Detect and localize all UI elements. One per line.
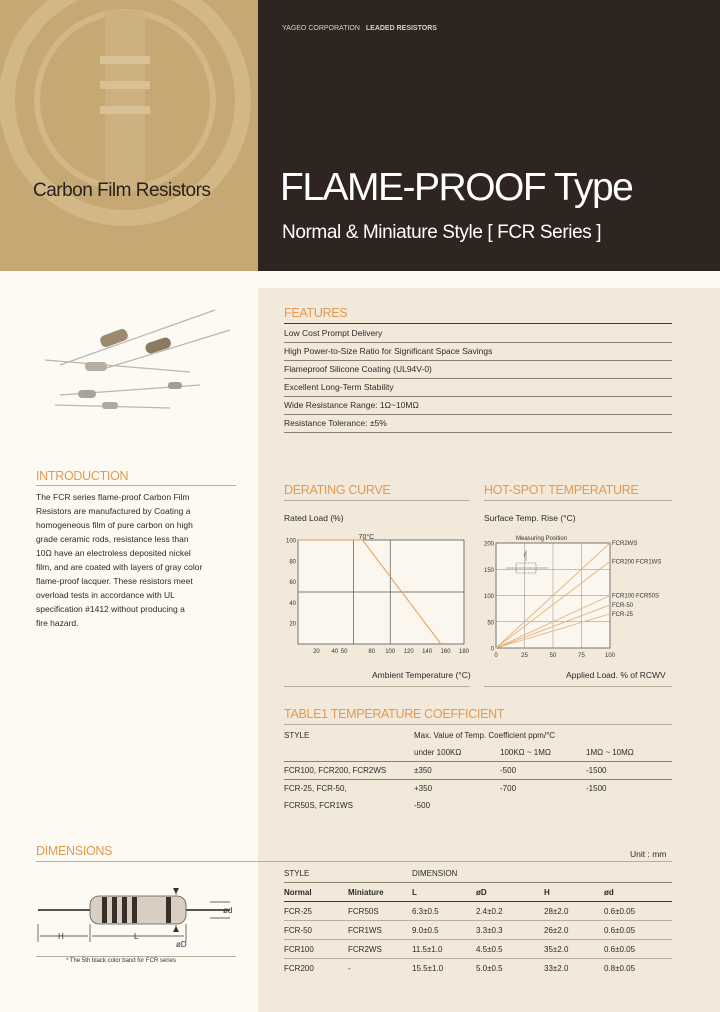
dim-h-label: H [58,932,64,941]
header-banner-left [0,0,258,271]
drawing-rule [36,956,236,957]
feature-item: High Power-to-Size Ratio for Significant Space Savings [284,342,672,361]
hotspot-y-tick: 150 [483,567,494,574]
dims-cell: 11.5±1.0 [412,940,476,959]
table-row [284,959,672,978]
tc-cell: -500 [414,801,431,810]
company-name: YAGEO CORPORATION [282,25,360,32]
feature-item: Resistance Tolerance: ±5% [284,414,672,433]
dims-cell: 3.3±0.3 [476,921,544,940]
derating-x-tick: 80 [368,649,376,655]
subtitle: Normal & Miniature Style [ FCR Series ] [282,222,602,243]
dim-od-small-label: ød [223,906,233,915]
intro-line: homogeneous film of pure carbon on high [36,520,193,530]
derating-y-tick: 20 [289,621,296,628]
temp-coef-table [284,727,672,814]
tc-range-header: 100KΩ ~ 1MΩ [500,744,586,762]
derating-y-tick: 40 [289,600,296,607]
hotspot-x-ticks [494,653,615,658]
tc-cell: -1500 [586,762,672,780]
feature-item: Low Cost Prompt Delivery [284,324,672,343]
tc-cell: FCR100, FCR200, FCR2WS [284,762,414,780]
divider-strip [0,271,720,288]
hotspot-x-tick: 100 [604,653,616,658]
resistor-body-4 [78,390,96,398]
dims-cell: FCR1WS [348,921,412,940]
resistor-body-5 [102,402,118,409]
introduction-rule [36,485,236,486]
category-name: LEADED RESISTORS [365,25,437,32]
dims-col-header: Normal [284,883,348,902]
derating-x-tick: 140 [422,649,433,655]
derating-ylabel: Rated Load (%) [284,513,344,523]
hotspot-xlabel: Applied Load. % of RCWV [566,670,666,680]
measure-label: Measuring Position [516,536,568,542]
dims-cell: FCR100 [284,940,348,959]
intro-line: overload tests in accordance with UL [36,590,175,600]
intro-line: specification #1412 without producing a [36,604,185,614]
dims-style-header: STYLE [284,864,412,883]
dims-cell: 33±2.0 [544,963,569,973]
dims-cell: 0.8±0.05 [604,963,636,973]
dimensions-rule [36,861,672,862]
resistor-body-6 [168,382,182,389]
dims-col-header: L [412,883,476,902]
hotspot-title: HOT-SPOT TEMPERATURE [484,483,639,497]
hotspot-y-tick: 100 [483,594,494,600]
resistor-photo [40,300,240,420]
dims-cell: 2.4±0.2 [476,902,544,921]
derating-x-tick: 20 [313,649,320,655]
dims-col-header: ød [604,883,672,902]
derating-rule [284,500,470,501]
feature-item: Wide Resistance Range: 1Ω~10MΩ [284,396,672,415]
watermark-logo-icon [0,0,258,271]
dimensions-table [284,864,672,977]
dims-cell: 26±2.0 [544,921,604,940]
main-title: FLAME-PROOF Type [280,166,633,209]
dims-cell: 9.0±0.5 [412,921,476,940]
left-title: Carbon Film Resistors [33,180,211,201]
table-row [284,921,672,940]
intro-line: Resistors are manufactured by Coating a [36,506,191,516]
dims-cell: FCR2WS [348,940,412,959]
derating-xlabel: Ambient Temperature (°C) [372,670,471,680]
derating-x-tick: 40 [331,649,339,655]
derating-x-tick: 160 [440,649,451,655]
derating-x-tick: 100 [385,649,396,655]
hotspot-series-label: FCR200 FCR1WS [612,559,662,566]
dims-cell: FCR-25 [284,902,348,921]
derating-y-tick: 100 [285,538,296,545]
introduction-title: INTRODUCTION [36,469,129,483]
hotspot-y-tick: 0 [490,646,494,653]
derating-y-tick: 60 [289,580,296,587]
table-row [284,780,672,798]
tc-range-header: under 100KΩ [414,744,500,762]
dim-l-label: L [134,932,139,941]
derating-title: DERATING CURVE [284,483,391,497]
hotspot-bottom-rule [484,686,672,687]
tc-cell [500,797,586,814]
hotspot-series-label: FCR100 FCR50S [612,593,660,600]
derating-y-ticks [286,539,297,628]
derating-peak-label: 70°C [358,534,375,541]
features-title: FEATURES [284,306,348,320]
table-row [284,940,672,959]
tc-cell: ±350 [414,762,500,780]
derating-x-tick: 120 [403,649,414,655]
hotspot-y-ticks [484,542,495,653]
hotspot-x-tick: 0 [494,653,498,658]
hotspot-rule [484,500,672,501]
hotspot-x-tick: 25 [521,653,528,658]
tc-max-header: Max. Value of Temp. Coefficient ppm/°C [414,731,556,740]
feature-item: Excellent Long-Term Stability [284,378,672,397]
table-row [284,762,672,780]
table-row [284,797,672,814]
dims-col-header: H [544,883,604,902]
derating-x-tick: 50 [340,649,348,655]
table-row [284,744,672,762]
table-row [284,864,672,883]
derating-y-tick: 80 [289,559,296,566]
tc-cell: +350 [414,784,433,793]
hotspot-series-label: FCR-25 [612,611,634,618]
hotspot-y-tick: 50 [487,620,494,627]
intro-line: fire hazard. [36,618,79,628]
tc-cell: FCR50S, FCR1WS [284,801,353,810]
derating-chart [284,530,474,655]
dims-cell: - [348,963,351,973]
dims-col-header: Miniature [348,883,412,902]
tc-cell: -700 [500,784,517,793]
dims-cell: FCR200 [284,963,314,973]
table-row [284,902,672,921]
hotspot-x-tick: 50 [549,653,557,658]
hotspot-x-tick: 75 [578,653,585,658]
dims-cell: FCR50S [348,902,412,921]
hotspot-ylabel: Surface Temp. Rise (°C) [484,513,576,523]
tc-cell: -1500 [586,784,607,793]
tc-cell: -500 [500,762,586,780]
unit-label: Unit : mm [630,849,667,859]
table-row [284,883,672,902]
company-line [282,25,437,32]
tc-cell [586,797,672,814]
intro-line: 10Ω have an electroless deposited nickel [36,548,191,558]
intro-line: The FCR series flame-proof Carbon Film [36,492,190,502]
header-banner-right [258,0,720,271]
l-label: l [524,553,526,559]
temp-coef-rule [284,724,672,725]
dims-cell: 0.6±0.05 [604,902,672,921]
hotspot-series-label: FCR2WS [612,541,638,547]
tc-range-header: 1MΩ ~ 10MΩ [586,744,672,762]
dims-cell: 28±2.0 [544,902,604,921]
resistor-dimension-drawing [30,880,240,958]
hotspot-chart [478,528,678,658]
dims-cell: FCR-50 [284,921,348,940]
hotspot-series-label: FCR-50 [612,602,634,609]
tc-cell: FCR-25, FCR-50, [284,784,347,793]
dims-cell: 5.0±0.5 [476,963,503,973]
intro-line: flame-proof lacquer. These resistors meet [36,576,193,586]
derating-x-tick: 180 [458,649,470,655]
dims-cell: 4.5±0.5 [476,940,544,959]
dims-dimension-header: DIMENSION [412,864,672,883]
dimensions-title: DIMENSIONS [36,844,113,858]
dims-col-header: øD [476,883,544,902]
hotspot-series-labels [612,541,661,618]
drawing-note: * The 5th black color band for FCR series [66,958,176,964]
feature-item: Flameproof Silicone Coating (UL94V-0) [284,360,672,379]
tc-style-header: STYLE [284,731,310,740]
table-row [284,727,672,744]
dims-cell: 6.3±0.5 [412,902,476,921]
intro-line: film, and are coated with layers of gray color [36,562,203,572]
temp-coef-title: TABLE1 TEMPERATURE COEFFICIENT [284,707,505,721]
intro-line: grade ceramic rods, resistance less than [36,534,189,544]
hotspot-y-tick: 200 [483,541,494,548]
dims-cell: 0.6±0.05 [604,921,672,940]
derating-bottom-rule [284,686,470,687]
dims-cell: 35±2.0 [544,940,604,959]
dims-cell: 0.6±0.05 [604,940,672,959]
introduction-body [36,490,246,630]
resistor-body-3 [85,362,107,371]
dims-cell: 15.5±1.0 [412,963,444,973]
dim-od-large-label: øD [176,940,187,949]
derating-x-ticks [313,649,470,655]
